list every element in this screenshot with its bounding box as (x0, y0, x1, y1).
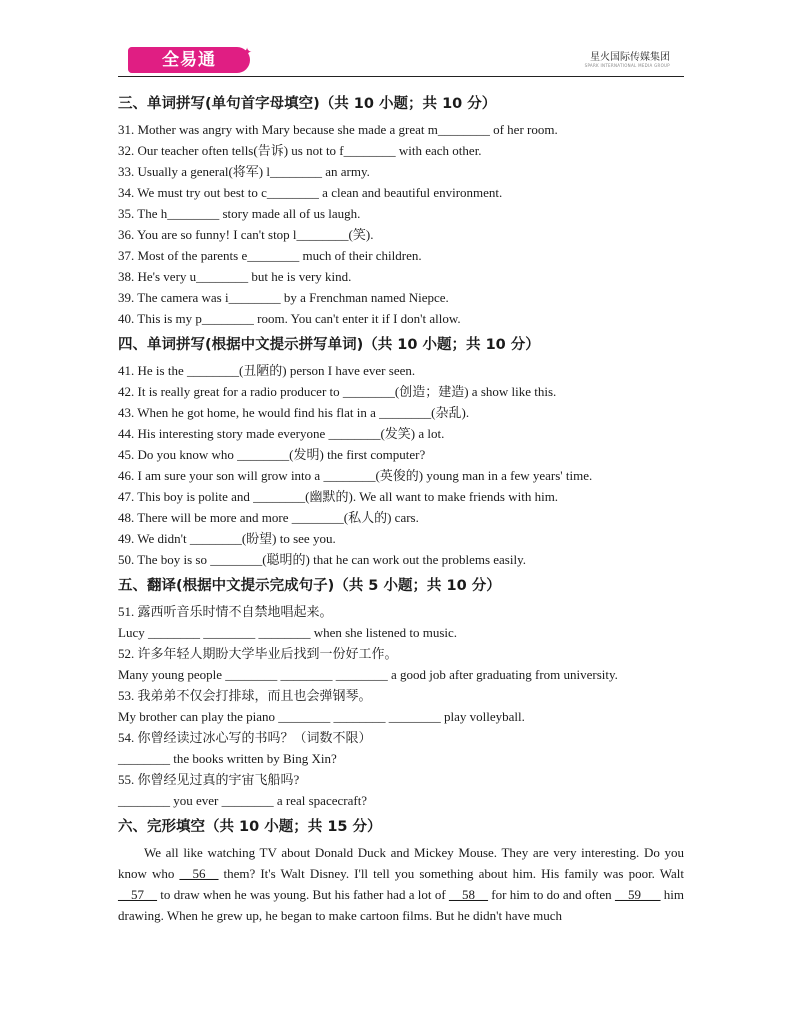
question-52-prompt: 52. 许多年轻人期盼大学毕业后找到一份好工作。 (118, 646, 398, 661)
section-3-title: 三、单词拼写(单句首字母填空)（共 10 小题；共 10 分） (118, 96, 497, 112)
cloze-blank-58: __58__ (448, 887, 488, 902)
section-6-title: 六、完形填空（共 10 小题；共 15 分） (118, 819, 382, 835)
company-name-cn: 星火国际传媒集团 (590, 52, 670, 63)
question-41: 41. He is the ________(丑陋的) person I have ever seen. (118, 363, 416, 378)
question-45: 45. Do you know who ________(发明) the first computer? (118, 447, 426, 462)
cloze-text-2: them? It's Walt Disney. I'll tell you something about him. His family was poor. Walt (218, 866, 684, 881)
question-34: 34. We must try out best to c________ a clean and beautiful environment. (118, 185, 503, 200)
question-54-prompt: 54. 你曾经读过冰心写的书吗？（词数不限） (118, 730, 372, 745)
question-54-sentence: ________ the books written by Bing Xin? (118, 751, 337, 766)
question-32: 32. Our teacher often tells(告诉) us not to f________ with each other. (118, 143, 482, 158)
company-name (585, 52, 670, 69)
question-47: 47. This boy is polite and ________(幽默的). We all want to make friends with him. (118, 489, 559, 504)
cloze-blank-59: __59___ (614, 887, 661, 902)
question-52-sentence: Many young people ________ ________ ________ a good job after graduating from university. (118, 667, 618, 682)
question-42: 42. It is really great for a radio producer to ________(创造；建造) a show like this. (118, 384, 557, 399)
cloze-text-1: We all like watching TV about Donald Duck and Mickey Mouse. They are very interesting. Do you know who (118, 845, 684, 881)
cloze-passage (118, 842, 684, 926)
question-51-prompt: 51. 露西听音乐时情不自禁地唱起来。 (118, 604, 333, 619)
question-31: 31. Mother was angry with Mary because she made a great m________ of her room. (118, 122, 558, 137)
cloze-text-4: for him to do and often (487, 887, 615, 902)
section-4-title: 四、单词拼写(根据中文提示拼写单词)（共 10 小题；共 10 分） (118, 337, 540, 353)
question-55-sentence: ________ you ever ________ a real spacecraft? (118, 793, 368, 808)
question-38: 38. He's very u________ but he is very kind. (118, 269, 352, 284)
question-50: 50. The boy is so ________(聪明的) that he can work out the problems easily. (118, 552, 526, 567)
company-name-en: SPARK INTERNATIONAL MEDIA GROUP (584, 63, 670, 68)
question-46: 46. I am sure your son will grow into a ________(英俊的) young man in a few years' time. (118, 468, 593, 483)
cloze-text-5: him drawing. When he grew up, he began to make cartoon films. But he didn't have much (118, 887, 684, 923)
question-55-prompt: 55. 你曾经见过真的宇宙飞船吗? (118, 772, 300, 787)
cloze-blank-57: __57__ (118, 887, 157, 902)
question-43: 43. When he got home, he would find his flat in a ________(杂乱). (118, 405, 470, 420)
question-36: 36. You are so funny! I can't stop l________(笑). (118, 227, 374, 242)
question-48: 48. There will be more and more ________(私人的) cars. (118, 510, 419, 525)
question-44: 44. His interesting story made everyone ________(发笑) a lot. (118, 426, 445, 441)
cloze-text-3: to draw when he was young. But his father had a lot of (157, 887, 449, 902)
document-body (118, 88, 684, 926)
question-53-prompt: 53. 我弟弟不仅会打排球，而且也会弹钢琴。 (118, 688, 372, 703)
brand-logo: 全易通 (128, 47, 250, 73)
question-37: 37. Most of the parents e________ much of their children. (118, 248, 422, 263)
question-53-sentence: My brother can play the piano ________ ________ ________ play volleyball. (118, 709, 525, 724)
cloze-blank-56: __56__ (179, 866, 219, 881)
page-header (118, 44, 684, 77)
question-40: 40. This is my p________ room. You can't enter it if I don't allow. (118, 311, 461, 326)
question-35: 35. The h________ story made all of us laugh. (118, 206, 361, 221)
section-5-title: 五、翻译(根据中文提示完成句子)（共 5 小题；共 10 分） (118, 578, 501, 594)
question-39: 39. The camera was i________ by a Frenchman named Niepce. (118, 290, 449, 305)
question-51-sentence: Lucy ________ ________ ________ when she listened to music. (118, 625, 458, 640)
question-33: 33. Usually a general(将军) l________ an army. (118, 164, 370, 179)
logo-star-icon: ✦ (242, 45, 253, 59)
question-49: 49. We didn't ________(盼望) to see you. (118, 531, 336, 546)
